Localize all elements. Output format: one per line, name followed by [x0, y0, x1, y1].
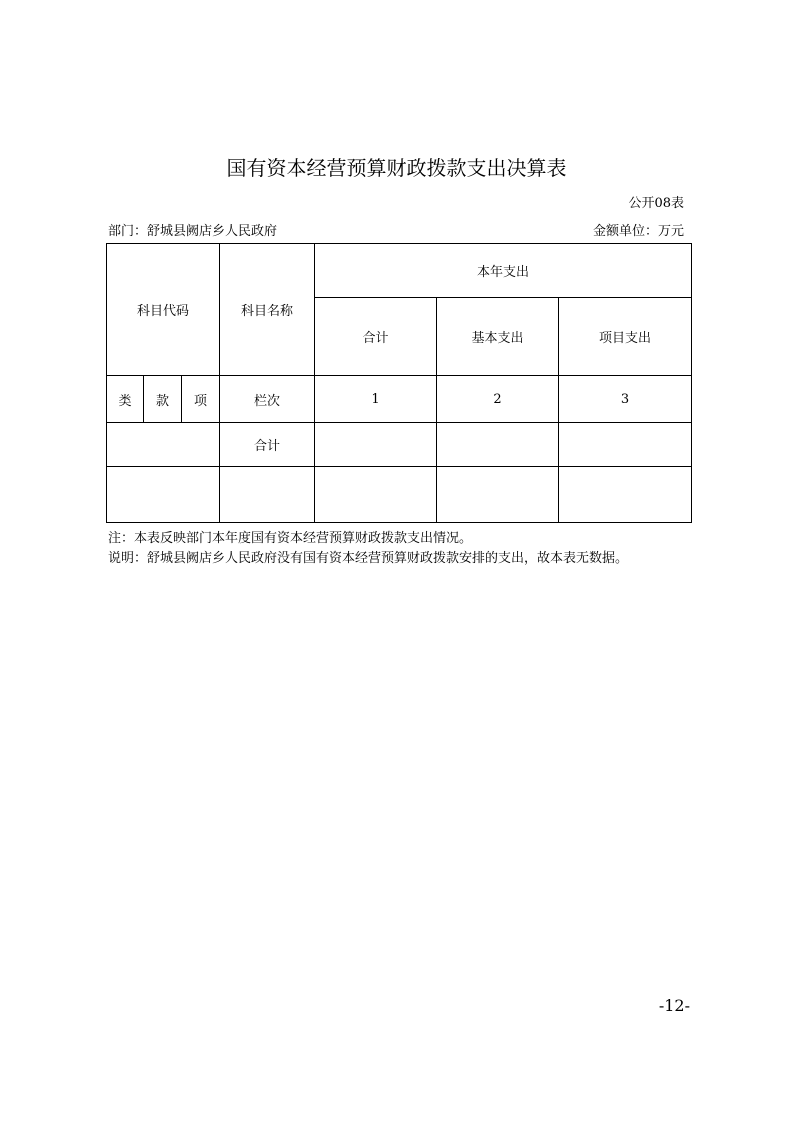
table-row [107, 467, 692, 523]
header-subject-code: 科目代码 [107, 244, 220, 376]
page-number: -12- [658, 996, 690, 1015]
table-cell [559, 423, 692, 467]
col-xiang: 项 [182, 376, 220, 423]
table-cell [559, 467, 692, 523]
page-title: 国有资本经营预算财政拨款支出决算表 [226, 156, 567, 180]
table-cell [437, 467, 559, 523]
table-code: 公开08表 [628, 196, 684, 211]
col-kuan: 款 [144, 376, 182, 423]
col-2: 2 [437, 376, 559, 423]
col-lanci: 栏次 [220, 376, 315, 423]
header-basic-expense: 基本支出 [437, 298, 559, 376]
table-cell [437, 423, 559, 467]
department-label: 部门：舒城县阙店乡人民政府 [108, 224, 278, 239]
note-line: 注：本表反映部门本年度国有资本经营预算财政拨款支出情况。 [108, 531, 473, 546]
unit-label: 金额单位：万元 [592, 224, 684, 239]
table-cell [107, 467, 220, 523]
table-cell [107, 423, 220, 467]
header-project-expense: 项目支出 [559, 298, 692, 376]
header-current-year-expense: 本年支出 [315, 244, 692, 298]
total-row-label: 合计 [220, 423, 315, 467]
table-cell [220, 467, 315, 523]
header-subject-name: 科目名称 [220, 244, 315, 376]
explanation-line: 说明：舒城县阙店乡人民政府没有国有资本经营预算财政拨款安排的支出，故本表无数据。 [108, 551, 629, 566]
col-lei: 类 [107, 376, 144, 423]
col-3: 3 [559, 376, 692, 423]
table-row-total [107, 423, 692, 467]
expense-table [106, 243, 692, 523]
col-1: 1 [315, 376, 437, 423]
header-total: 合计 [315, 298, 437, 376]
table-cell [315, 423, 437, 467]
table-cell [315, 467, 437, 523]
